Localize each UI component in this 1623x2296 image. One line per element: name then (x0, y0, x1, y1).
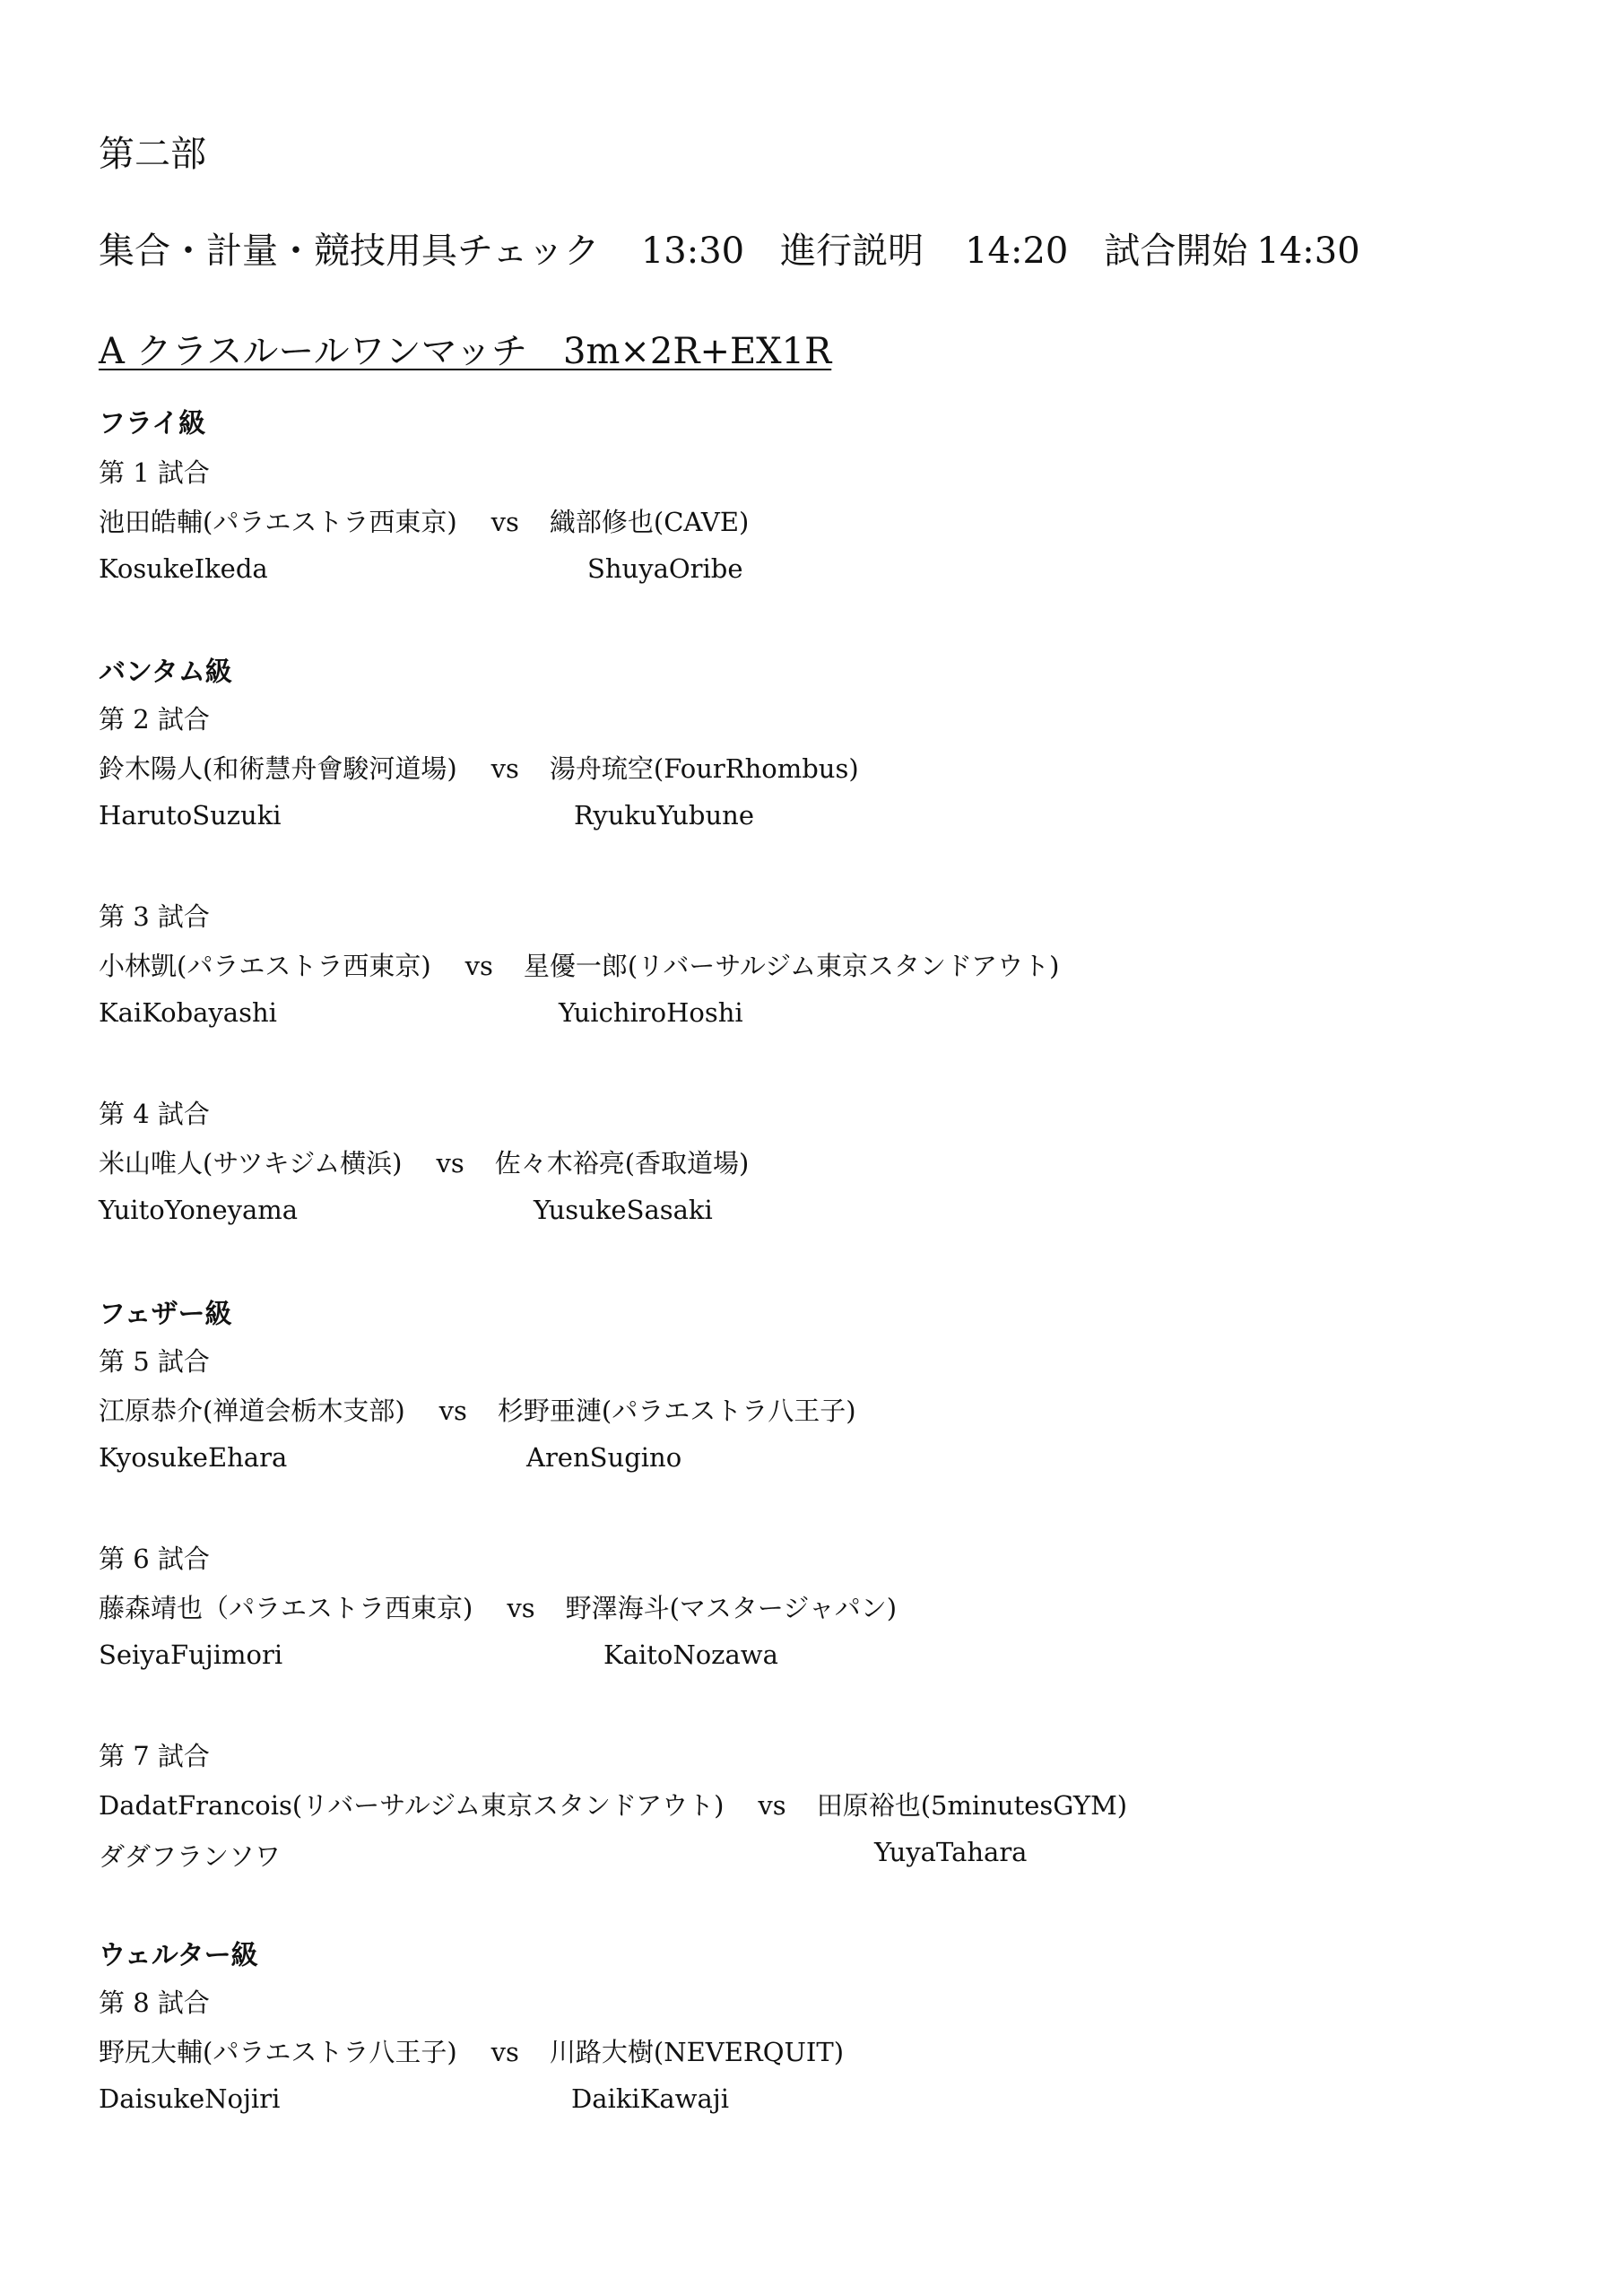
vs-label: vs (758, 1790, 786, 1821)
vs-label: vs (490, 753, 519, 784)
blue-corner-jp: 杉野亜漣(パラエストラ八王子) (497, 1396, 856, 1426)
start-time: 14:30 (1256, 230, 1360, 272)
blue-corner-jp: 湯舟琉空(FourRhombus) (549, 753, 859, 784)
bout-label: 第 6 試合 (99, 1544, 210, 1574)
blue-corner-en: ArenSugino (526, 1442, 682, 1473)
blue-corner-jp: 織部修也(CAVE) (549, 507, 750, 537)
red-corner-en: ダダフランソワ (99, 1841, 282, 1872)
blue-corner-en: DaikiKawaji (571, 2083, 729, 2114)
vs-label: vs (507, 1593, 535, 1623)
bout-label: 第 2 試合 (99, 704, 210, 735)
red-corner-jp: DadatFrancois(リバーサルジム東京スタンドアウト) (99, 1790, 725, 1821)
blue-corner-en: YusukeSasaki (534, 1195, 713, 1225)
start-label: 試合開始 (1104, 230, 1248, 272)
bout-jp-line (99, 946, 1059, 983)
blue-corner-jp: 川路大樹(NEVERQUIT) (549, 2037, 845, 2067)
bout-label: 第 1 試合 (99, 457, 210, 488)
bout-jp-line (99, 2032, 844, 2069)
bout-jp-line (99, 1786, 1127, 1822)
bout-jp-line (99, 1144, 749, 1180)
red-corner-en: SeiyaFujimori (99, 1639, 283, 1670)
checkin-time: 13:30 (640, 230, 745, 272)
red-corner-jp: 池田皓輔(パラエストラ西東京) (99, 507, 457, 537)
vs-label: vs (438, 1396, 467, 1426)
blue-corner-en: KaitoNozawa (603, 1639, 778, 1670)
red-corner-jp: 米山唯人(サツキジム横浜) (99, 1148, 403, 1178)
red-corner-en: YuitoYoneyama (99, 1195, 299, 1225)
blue-corner-en: ShuyaOribe (587, 553, 743, 584)
red-corner-en: KosukeIkeda (99, 553, 268, 584)
weight-class-heading: フライ級 (99, 408, 206, 439)
vs-label: vs (490, 507, 519, 537)
red-corner-jp: 野尻大輔(パラエストラ八王子) (99, 2037, 457, 2067)
bout-label: 第 7 試合 (99, 1741, 210, 1771)
red-corner-jp: 江原恭介(禅道会栃木支部) (99, 1396, 405, 1426)
bout-jp-line (99, 749, 859, 786)
bout-label: 第 4 試合 (99, 1099, 210, 1129)
red-corner-jp: 藤森靖也（パラエストラ西東京) (99, 1593, 473, 1623)
bout-jp-line (99, 502, 749, 539)
schedule-line (99, 222, 1360, 274)
bout-label: 第 5 試合 (99, 1346, 210, 1377)
weight-class-heading: フェザー級 (99, 1299, 232, 1330)
part-title: 第二部 (99, 134, 206, 175)
weight-class-heading: バンタム級 (99, 657, 232, 688)
checkin-label: 集合・計量・競技用具チェック (99, 230, 600, 272)
briefing-label: 進行説明 (780, 230, 924, 272)
red-corner-en: DaisukeNojiri (99, 2083, 281, 2114)
blue-corner-en: YuyaTahara (874, 1837, 1028, 1867)
red-corner-jp: 鈴木陽人(和術慧舟會駿河道場) (99, 753, 457, 784)
blue-corner-en: RyukuYubune (574, 800, 755, 831)
vs-label: vs (436, 1148, 464, 1178)
rule-title: A クラスルールワンマッチ 3m×2R+EX1R (99, 331, 832, 372)
blue-corner-jp: 田原裕也(5minutesGYM) (816, 1790, 1128, 1821)
briefing-time: 14:20 (965, 230, 1069, 272)
blue-corner-jp: 佐々木裕亮(香取道場) (494, 1148, 750, 1178)
vs-label: vs (464, 951, 493, 981)
red-corner-en: HarutoSuzuki (99, 800, 282, 831)
bout-jp-line (99, 1391, 856, 1428)
bout-jp-line (99, 1588, 897, 1625)
blue-corner-jp: 野澤海斗(マスタージャパン) (565, 1593, 898, 1623)
red-corner-en: KyosukeEhara (99, 1442, 288, 1473)
bout-label: 第 3 試合 (99, 901, 210, 932)
blue-corner-en: YuichiroHoshi (559, 997, 743, 1028)
bout-label: 第 8 試合 (99, 1987, 210, 2018)
red-corner-en: KaiKobayashi (99, 997, 277, 1028)
red-corner-jp: 小林凱(パラエストラ西東京) (99, 951, 431, 981)
vs-label: vs (490, 2037, 519, 2067)
blue-corner-jp: 星優一郎(リバーサルジム東京スタンドアウト) (523, 951, 1060, 981)
weight-class-heading: ウェルター級 (99, 1940, 258, 1971)
